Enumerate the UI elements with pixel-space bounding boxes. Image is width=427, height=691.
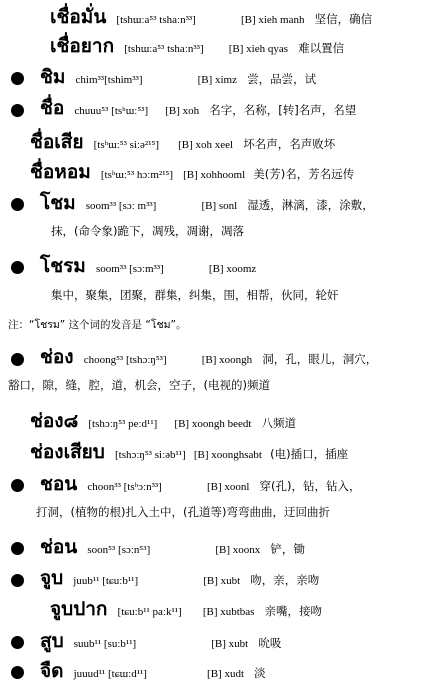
entry-row bbox=[50, 600, 322, 619]
gloss: 坏名声，名声败坏 bbox=[243, 137, 336, 151]
thai-headword: เชื่อมั่น bbox=[50, 6, 107, 28]
entry-row bbox=[40, 99, 356, 118]
bullet-icon bbox=[11, 261, 24, 274]
entry-row bbox=[30, 163, 354, 182]
gloss: 湿透，淋漓，漆，涂敷， bbox=[247, 198, 374, 212]
thai-headword: ชิม bbox=[40, 66, 66, 88]
pronunciation: [tshɯːa⁵³ tshaːn³³] bbox=[124, 43, 204, 55]
code: [B] xoongh beedt bbox=[174, 418, 252, 430]
thai-headword: เชื่อยาก bbox=[50, 35, 115, 57]
bullet-icon bbox=[11, 666, 24, 679]
pronunciation: soon⁵³ [sɔːn⁵³] bbox=[87, 544, 151, 556]
gloss: 洞，孔，眼儿，洞穴， bbox=[262, 352, 378, 366]
gloss: 美(芳)名，芳名远传 bbox=[253, 167, 355, 181]
gloss: 尝，品尝，试 bbox=[247, 72, 317, 86]
entry-row bbox=[40, 632, 281, 651]
bullet-icon bbox=[11, 479, 24, 492]
gloss-continuation: 抹，(命令象)跪下，凋残，凋谢，凋落 bbox=[51, 224, 244, 238]
code: [B] xohhooml bbox=[183, 169, 246, 181]
thai-headword: จูบปาก bbox=[50, 598, 108, 620]
thai-headword: ชื่อเสีย bbox=[30, 131, 84, 153]
pronunciation: juuud¹¹ [tɕɯːd¹¹] bbox=[73, 668, 147, 680]
entry-row bbox=[30, 412, 296, 431]
pronunciation: soom³³ [sɔː m³³] bbox=[85, 200, 157, 212]
entry-row bbox=[40, 257, 256, 276]
thai-headword: ช่อง bbox=[40, 346, 74, 368]
pronunciation: [tsʰɯː⁵³ siːə²¹⁵] bbox=[93, 139, 160, 151]
thai-headword: โชรม bbox=[40, 255, 86, 277]
gloss: 亲嘴，接吻 bbox=[264, 604, 323, 618]
gloss: 八频道 bbox=[261, 416, 296, 430]
pronunciation: choong⁵³ [tshɔːŋ⁵³] bbox=[83, 354, 167, 366]
entry-row bbox=[30, 443, 348, 462]
pronunciation: [tsʰɯː⁵³ hɔːm²¹⁵] bbox=[100, 169, 173, 181]
bullet-icon bbox=[11, 72, 24, 85]
entry-row bbox=[30, 133, 335, 152]
code: [B] xoongh bbox=[201, 354, 253, 366]
gloss-continuation: 打洞，(植物的根)扎入土中，(孔道等)弯弯曲曲，迂回曲折 bbox=[36, 505, 330, 519]
entry-row bbox=[40, 538, 305, 557]
gloss: 名字，名称，[转]名声，名望 bbox=[209, 103, 357, 117]
thai-headword: สูบ bbox=[40, 630, 64, 652]
bullet-icon bbox=[11, 104, 24, 117]
bullet-icon bbox=[11, 636, 24, 649]
gloss: 铲，锄 bbox=[270, 542, 305, 556]
gloss: 淡 bbox=[254, 666, 266, 680]
code: [B] xoh bbox=[165, 105, 200, 117]
code: [B] sonl bbox=[201, 200, 238, 212]
pronunciation: [tshɔːŋ⁵³ siːəb¹¹] bbox=[114, 449, 186, 461]
thai-headword: ชอน bbox=[40, 473, 78, 495]
code: [B] xoh xeel bbox=[178, 139, 234, 151]
code: [B] xoonghsabt bbox=[193, 449, 262, 461]
entry-row bbox=[40, 68, 316, 87]
thai-headword: ช่อง๘ bbox=[30, 410, 79, 432]
entry-row bbox=[40, 569, 319, 588]
bullet-icon bbox=[11, 353, 24, 366]
thai-headword: ชื่อ bbox=[40, 97, 65, 119]
code: [B] xudt bbox=[207, 668, 245, 680]
code: [B] xubt bbox=[203, 575, 241, 587]
code: [B] xieh manh bbox=[240, 14, 305, 26]
thai-headword: ช่อน bbox=[40, 536, 78, 558]
thai-headword: ช่องเสียบ bbox=[30, 441, 105, 463]
gloss-continuation: 豁口，隙，缝，腔，道，机会，空子，(电视的)频道 bbox=[8, 378, 270, 392]
code: [B] xubt bbox=[211, 638, 249, 650]
entry-row bbox=[40, 662, 266, 681]
gloss: (电)插口，插座 bbox=[270, 447, 349, 461]
pronunciation: [tɕuːb¹¹ paːk¹¹] bbox=[117, 606, 182, 618]
bullet-icon bbox=[11, 542, 24, 555]
bullet-icon bbox=[11, 574, 24, 587]
thai-headword: จืด bbox=[40, 660, 64, 682]
entry-row bbox=[40, 194, 374, 213]
code: [B] xoonx bbox=[215, 544, 261, 556]
code: [B] xoonl bbox=[206, 481, 250, 493]
pronunciation-note: 注：“โชรม” 这个词的发音是 “โชม”。 bbox=[8, 319, 187, 331]
gloss: 难以置信 bbox=[298, 41, 345, 55]
thai-headword: จูบ bbox=[40, 567, 64, 589]
thai-headword: ชื่อหอม bbox=[30, 161, 91, 183]
pronunciation: soom³³ [sɔːm³³] bbox=[95, 263, 164, 275]
gloss: 吻，亲，亲吻 bbox=[250, 573, 320, 587]
thai-headword: โชม bbox=[40, 192, 76, 214]
pronunciation: choon³³ [tsʰɔːn³³] bbox=[87, 481, 162, 493]
code: [B] ximz bbox=[197, 74, 237, 86]
pronunciation: suub¹¹ [suːb¹¹] bbox=[73, 638, 137, 650]
gloss-continuation: 集中，聚集，团聚，群集，纠集，围，相帮，伙同，轮奸 bbox=[51, 288, 339, 302]
gloss: 坚信，确信 bbox=[314, 12, 373, 26]
pronunciation: [tshɯːa⁵³ tshaːn³³] bbox=[116, 14, 196, 26]
entry-row bbox=[50, 8, 372, 27]
gloss: 吮吸 bbox=[258, 636, 282, 650]
pronunciation: juub¹¹ [tɕuːb¹¹] bbox=[73, 575, 139, 587]
pronunciation: chim³³[tshim³³] bbox=[75, 74, 143, 86]
code: [B] xoomz bbox=[208, 263, 257, 275]
entry-row bbox=[40, 475, 361, 494]
gloss: 穿(孔)，钻，钻入， bbox=[259, 479, 361, 493]
entry-row bbox=[50, 37, 344, 56]
entry-row bbox=[40, 348, 377, 367]
pronunciation: chuuu⁵³ [tsʰɯː⁵³] bbox=[74, 105, 149, 117]
code: [B] xieh qyas bbox=[228, 43, 288, 55]
pronunciation: [tshɔːŋ⁵³ peːd¹¹] bbox=[88, 418, 158, 430]
bullet-icon bbox=[11, 198, 24, 211]
code: [B] xubtbas bbox=[202, 606, 255, 618]
